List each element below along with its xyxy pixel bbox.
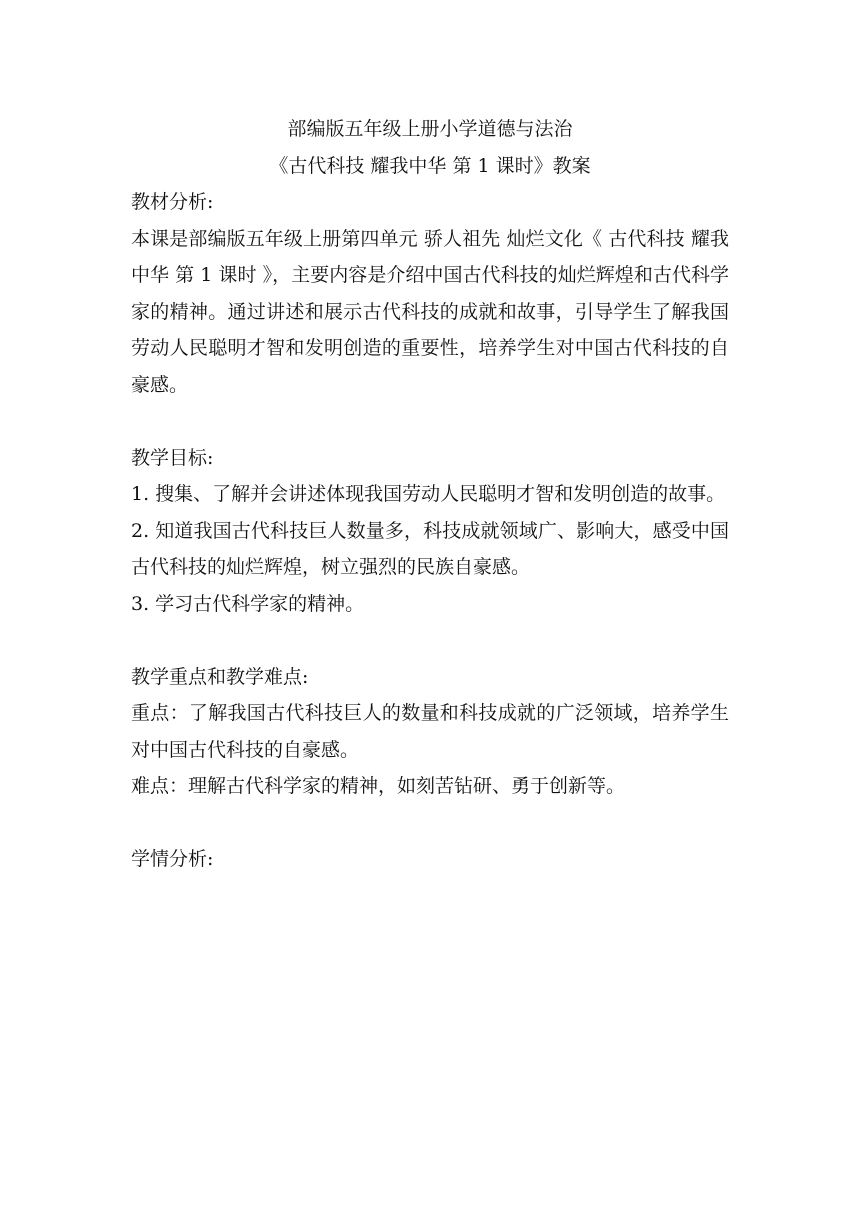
- section-heading-analysis: 教材分析:: [131, 191, 214, 213]
- section-heading-learner: 学情分析:: [131, 848, 214, 870]
- analysis-paragraph: 本课是部编版五年级上册第四单元 骄人祖先 灿烂文化《 古代科技 耀我中华 第 1 课时 》，主要内容是介绍中国古代科技的灿烂辉煌和古代科学家的精神。通过讲述和展示古代科技的成就和故事，引导学生了解我国劳动人民聪明才智和发明创造的重要性，培养学生对中国古代科技的自豪感。: [131, 227, 729, 396]
- document-title-line1: 部编版五年级上册小学道德与法治: [287, 118, 573, 140]
- objective-item-1: 1. 搜集、了解并会讲述体现我国劳动人民聪明才智和发明创造的故事。: [131, 483, 726, 505]
- blank-line: [131, 805, 729, 842]
- section-heading-key-points: 教学重点和教学难点:: [131, 665, 309, 688]
- section-heading-objectives: 教学目标:: [131, 446, 214, 469]
- objective-item-2: 2. 知道我国古代科技巨人数量多，科技成就领域广、影响大，感受中国古代科技的灿烂辉煌，树立强烈的民族自豪感。: [131, 519, 729, 578]
- blank-line: [131, 622, 729, 659]
- objective-item-3: 3. 学习古代科学家的精神。: [131, 592, 365, 615]
- difficulty-paragraph: 难点：理解古代科学家的精神，如刻苦钻研、勇于创新等。: [131, 775, 626, 797]
- document-title-line2: 《古代科技 耀我中华 第 1 课时》教案: [269, 154, 591, 177]
- document-body: [131, 111, 729, 878]
- focus-paragraph: 重点：了解我国古代科技巨人的数量和科技成就的广泛领域，培养学生对中国古代科技的自豪感。: [131, 702, 729, 761]
- blank-line: [131, 403, 729, 440]
